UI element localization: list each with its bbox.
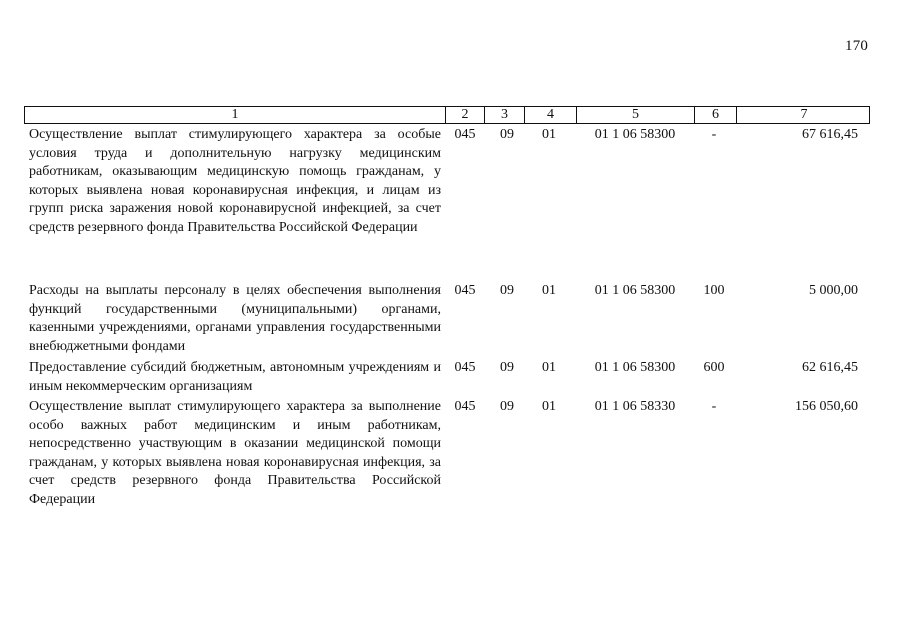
table-cell-section: 09	[500, 127, 514, 142]
table-cell-amount: 156 050,60	[795, 399, 858, 414]
table-cell-expense-type: 600	[703, 360, 725, 375]
table-cell-target-article: 01 1 06 58300	[594, 360, 676, 375]
table-row-description: Осуществление выплат стимулирующего характера за особые условия труда и дополнительную нагрузку медицинским работникам, оказывающим медицинскую помощь гражданам, у которых выявлена новая коронавирусная инфекция, и лицам из групп риска заражения новой коронавирусной инфекцией, за счет средств резервного фонда Правительства Российской Федерации	[29, 127, 441, 235]
page-number: 170	[845, 38, 869, 54]
column-header-1: 1	[25, 107, 446, 123]
table-cell-expense-type: -	[711, 127, 717, 142]
table-cell-amount: 67 616,45	[802, 127, 858, 142]
table-cell-admin-code: 045	[454, 283, 476, 298]
table-cell-expense-type: 100	[703, 283, 725, 298]
table-header-row	[24, 106, 870, 124]
table-cell-target-article: 01 1 06 58330	[594, 399, 676, 414]
table-cell-amount: 62 616,45	[802, 360, 858, 375]
table-cell-target-article: 01 1 06 58300	[594, 127, 676, 142]
column-header-2: 2	[446, 107, 485, 123]
table-cell-section: 09	[500, 283, 514, 298]
column-header-5: 5	[577, 107, 695, 123]
column-header-6: 6	[695, 107, 737, 123]
table-cell-subsection: 01	[542, 360, 556, 375]
table-row-description: Предоставление субсидий бюджетным, автономным учреждениям и иным некоммерческим организациям	[29, 360, 441, 394]
column-header-4: 4	[525, 107, 577, 123]
column-header-7: 7	[800, 107, 808, 122]
table-cell-amount: 5 000,00	[809, 283, 858, 298]
table-row-description: Расходы на выплаты персоналу в целях обеспечения выполнения функций государственными (муниципальными) органами, казенными учреждениями, органами управления государственными внебюджетными фондами	[29, 283, 441, 354]
table-cell-target-article: 01 1 06 58300	[594, 283, 676, 298]
table-cell-expense-type: -	[711, 399, 717, 414]
table-cell-subsection: 01	[542, 127, 556, 142]
table-cell-admin-code: 045	[454, 127, 476, 142]
table-cell-subsection: 01	[542, 399, 556, 414]
table-cell-section: 09	[500, 399, 514, 414]
column-header-3: 3	[485, 107, 525, 123]
table-cell-admin-code: 045	[454, 360, 476, 375]
table-cell-admin-code: 045	[454, 399, 476, 414]
table-row-description: Осуществление выплат стимулирующего характера за выполнение особо важных работ медицинским и иным работникам, непосредственно участвующим в оказании медицинской помощи гражданам, у которых выявлена новая коронавирусная инфекция, за счет средств резервного фонда Правительства Российской Федерации	[29, 399, 441, 507]
table-cell-section: 09	[500, 360, 514, 375]
table-cell-subsection: 01	[542, 283, 556, 298]
